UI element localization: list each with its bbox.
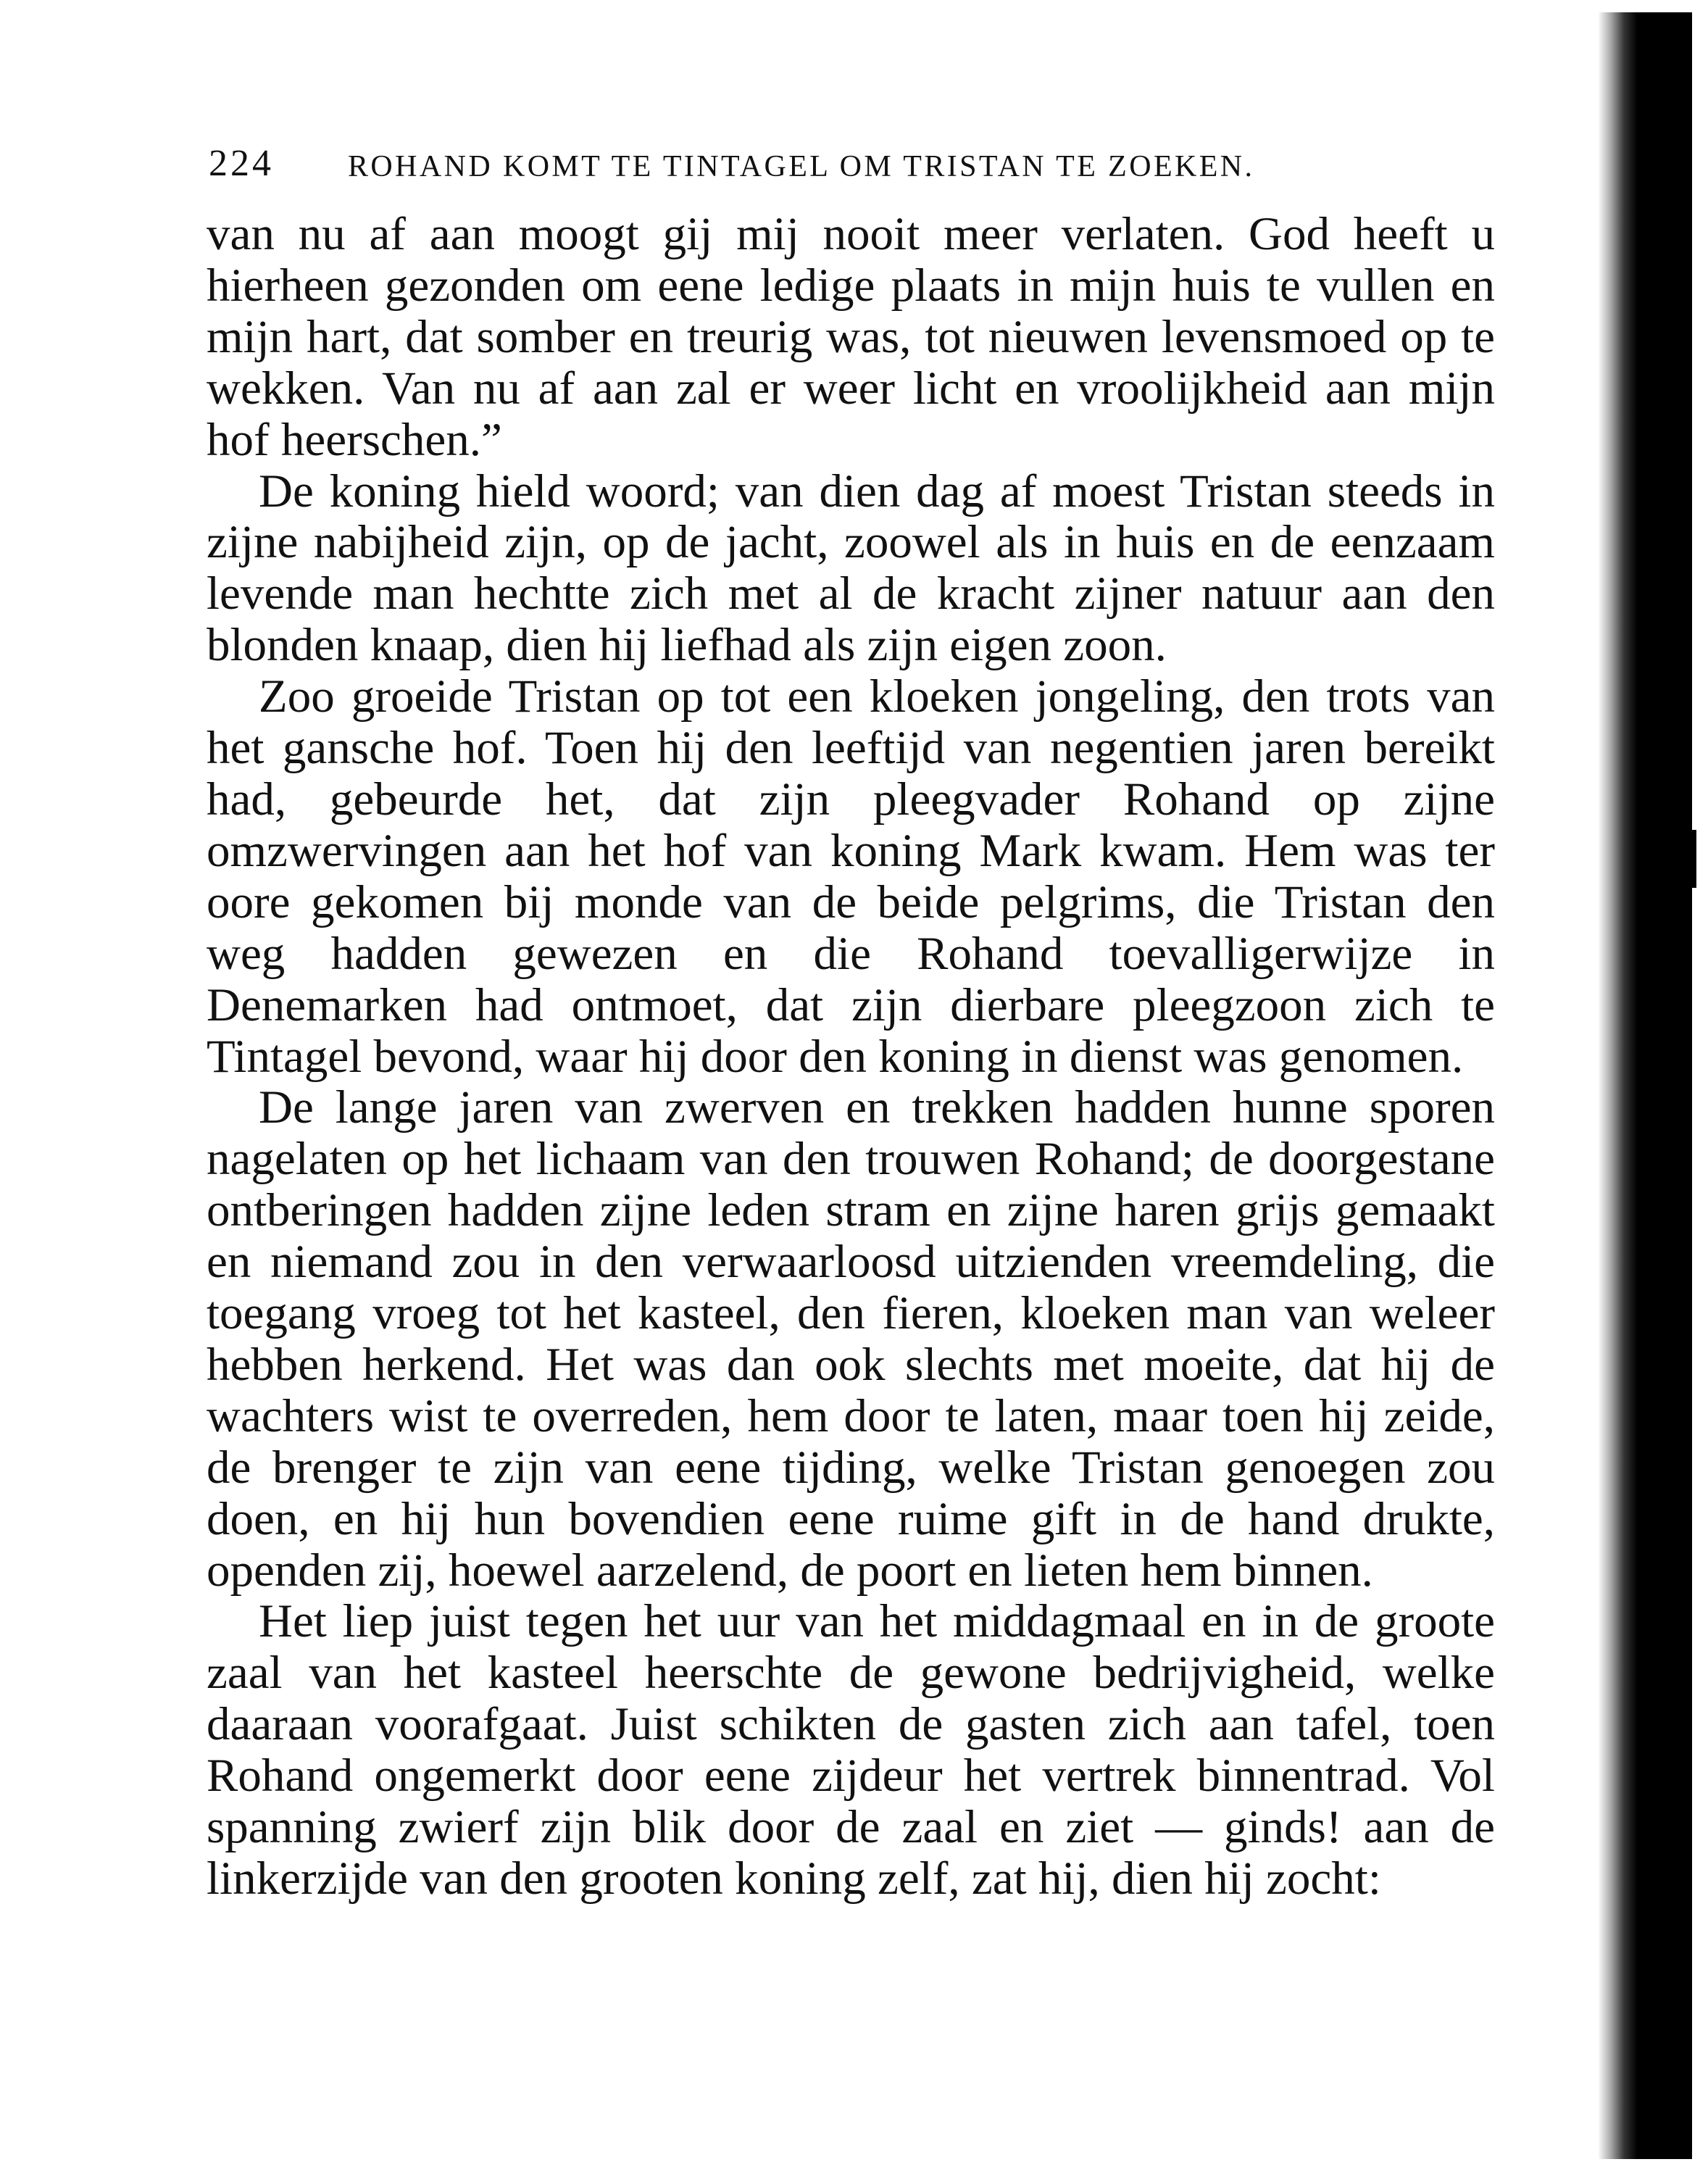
book-spine-shadow	[1598, 12, 1692, 2159]
paragraph: Het liep juist tegen het uur van het middagmaal en in de groote zaal van het kasteel heerschte de gewone bedrijvigheid, welke daaraan voorafgaat. Juist schikten de gasten zich aan tafel, toen Rohand ongemerkt door eene zijdeur het vertrek binnentrad. Vol spanning zwierf zijn blik door de zaal en ziet — ginds! aan de linkerzijde van den grooten koning zelf, zat hij, dien hij zocht:	[207, 1595, 1495, 1905]
spine-edge-notch	[1691, 830, 1696, 888]
running-head	[209, 142, 1368, 186]
paragraph-continued: van nu af aan moogt gij mij nooit meer verlaten. God heeft u hierheen gezonden om eene ledige plaats in mijn huis te vullen en mijn hart, dat somber en treurig was, tot nieuwen levensmoed op te wekken. Van nu af aan zal er weer licht en vroolijkheid aan mijn hof heerschen.”	[207, 208, 1495, 466]
paragraph: Zoo groeide Tristan op tot een kloeken jongeling, den trots van het gansche hof. Toen hij den leeftijd van negentien jaren bereikt had, gebeurde het, dat zijn pleegvader Rohand op zijne omzwervingen aan het hof van koning Mark kwam. Hem was ter oore gekomen bij monde van de beide pelgrims, die Tristan den weg hadden gewezen en die Rohand toevalligerwijze in Denemarken had ontmoet, dat zijn dierbare pleegzoon zich te Tintagel bevond, waar hij door den koning in dienst was genomen.	[207, 670, 1495, 1083]
body-text	[207, 209, 1495, 1905]
page-number: 224	[209, 143, 274, 184]
paragraph: De lange jaren van zwerven en trekken hadden hunne sporen nagelaten op het lichaam van den trouwen Rohand; de doorgestane ontberingen hadden zijne leden stram en zijne haren grijs gemaakt en niemand zou in den verwaarloosd uitzienden vreemdeling, die toegang vroeg tot het kasteel, den fieren, kloeken man van weleer hebben herkend. Het was dan ook slechts met moeite, dat hij de wachters wist te overreden, hem door te laten, maar toen hij zeide, de brenger te zijn van eene tijding, welke Tristan genoegen zou doen, en hij hun bovendien eene ruime gift in de hand drukte, openden zij, hoewel aarzelend, de poort en lieten hem binnen.	[207, 1081, 1495, 1597]
paragraph: De koning hield woord; van dien dag af moest Tristan steeds in zijne nabijheid zijn, op de jacht, zoowel als in huis en de eenzaam levende man hechtte zich met al de kracht zijner natuur aan den blonden knaap, dien hij liefhad als zijn eigen zoon.	[207, 465, 1495, 672]
chapter-running-title: ROHAND KOMT TE TINTAGEL OM TRISTAN TE ZOEKEN.	[348, 150, 1255, 183]
